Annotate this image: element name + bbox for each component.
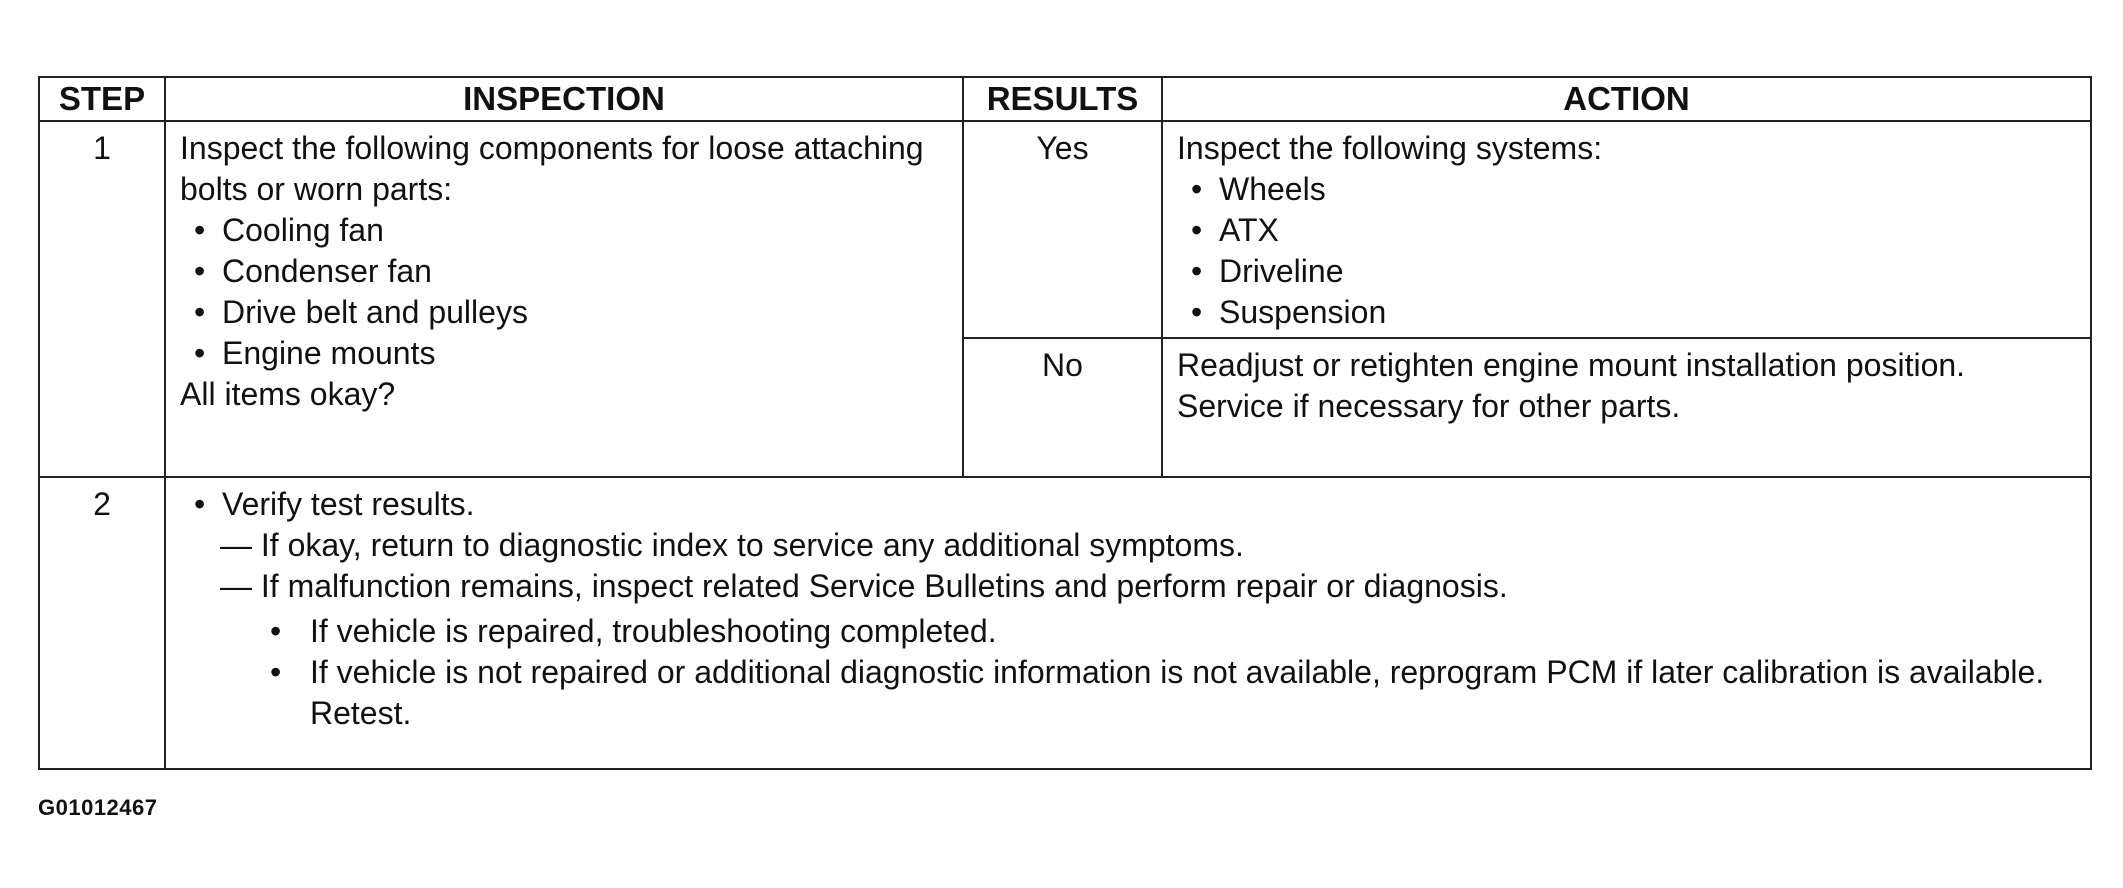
verify-list [180,484,2080,525]
table-row-step2 [39,477,2091,769]
list-item: • Drive belt and pulleys [180,292,952,333]
inspection-cell [165,121,963,477]
list-item: • If vehicle is repaired, troubleshooting completed. [260,611,2080,652]
action-line: Readjust or retighten engine mount installation position. [1177,347,1966,384]
step-number: 2 [93,485,111,522]
list-item: • Cooling fan [180,210,952,251]
list-item: • Driveline [1177,251,2080,292]
table-row-step1-yes [39,121,2091,338]
result-yes: Yes [1036,130,1089,166]
list-item: • Suspension [1177,292,2080,333]
header-action: ACTION [1162,77,2091,121]
list-item: • Condenser fan [180,251,952,292]
system-list [1177,169,2080,333]
list-item: • ATX [1177,210,2080,251]
dash-item: — If okay, return to diagnostic index to service any additional symptoms. [220,526,1244,563]
dash-item: — If malfunction remains, inspect related Service Bulletins and perform repair or diagnosis. [220,567,1508,604]
list-item: • Wheels [1177,169,2080,210]
inspection-intro: Inspect the following components for loose attaching bolts or worn parts: [180,130,924,207]
action-intro: Inspect the following systems: [1177,130,1603,166]
header-row [39,77,2091,121]
header-inspection: INSPECTION [165,77,963,121]
header-step: STEP [39,77,165,121]
action-cell-yes [1162,121,2091,338]
result-no: No [1042,347,1083,384]
sub-bullet-list [180,611,2080,734]
figure-id: G01012467 [38,795,158,820]
action-cell-no [1162,338,2091,476]
action-line: Service if necessary for other parts. [1177,388,1681,425]
step2-content-cell [165,477,2091,769]
list-item: • Verify test results. [180,484,2080,525]
diagnostic-table [38,76,2092,770]
list-item: • Engine mounts [180,333,952,374]
step-number-cell [39,477,165,769]
result-cell-yes [963,121,1162,338]
component-list [180,210,952,374]
list-item: • If vehicle is not repaired or additional diagnostic information is not available, reprogram PCM if later calibration is available. Retest. [260,652,2080,734]
step-number-cell [39,121,165,477]
header-results: RESULTS [963,77,1162,121]
inspection-question: All items okay? [180,376,396,412]
step-number: 1 [93,130,111,166]
result-cell-no [963,338,1162,476]
